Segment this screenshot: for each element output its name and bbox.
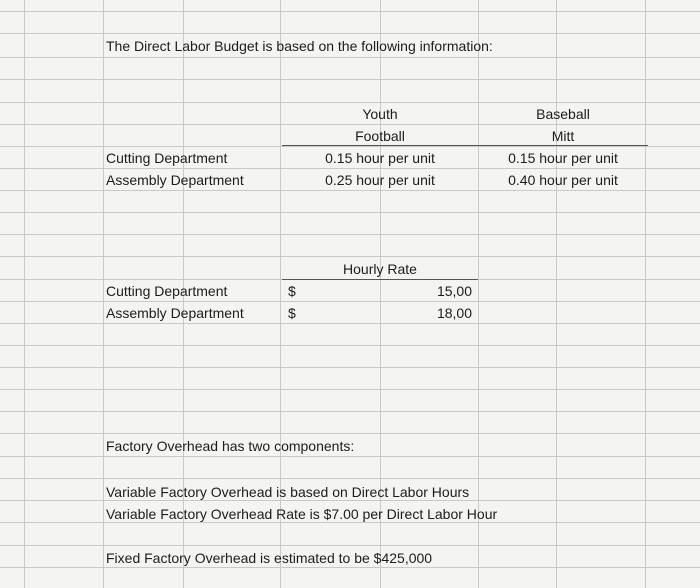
baseball-mitt-header-line1: Baseball <box>536 106 590 122</box>
youth-football-header-line1: Youth <box>362 106 398 122</box>
labor-row-cutting-department: Cutting Department <box>106 150 228 166</box>
youth-football-header-line2: Football <box>355 128 405 144</box>
overhead-intro: Factory Overhead has two components: <box>106 438 355 454</box>
rate-row-assembly-rate: 18,00 <box>436 305 472 321</box>
labor-row-cutting-youth-hours: 0.15 hour per unit <box>325 150 435 166</box>
rate-row-assembly-currency: $ <box>288 305 296 321</box>
hourly-rate-header: Hourly Rate <box>343 261 417 277</box>
header-underline-left <box>282 145 478 146</box>
rate-row-assembly-department: Assembly Department <box>106 305 244 321</box>
labor-row-assembly-mitt-hours: 0.40 hour per unit <box>508 172 618 188</box>
rate-row-cutting-department: Cutting Department <box>106 283 228 299</box>
labor-row-assembly-department: Assembly Department <box>106 172 244 188</box>
labor-row-cutting-mitt-hours: 0.15 hour per unit <box>508 150 618 166</box>
header-underline-right <box>478 145 648 146</box>
rate-row-cutting-currency: $ <box>288 283 296 299</box>
fixed-overhead: Fixed Factory Overhead is estimated to be $425,000 <box>106 550 433 566</box>
variable-overhead-basis: Variable Factory Overhead is based on Direct Labor Hours <box>106 484 470 500</box>
rate-row-cutting-rate: 15,00 <box>436 283 472 299</box>
baseball-mitt-header-line2: Mitt <box>551 128 575 144</box>
page-title: The Direct Labor Budget is based on the following information: <box>106 38 493 54</box>
labor-row-assembly-youth-hours: 0.25 hour per unit <box>325 172 435 188</box>
variable-overhead-rate: Variable Factory Overhead Rate is $7.00 per Direct Labor Hour <box>106 506 498 522</box>
rate-header-underline <box>282 279 478 280</box>
